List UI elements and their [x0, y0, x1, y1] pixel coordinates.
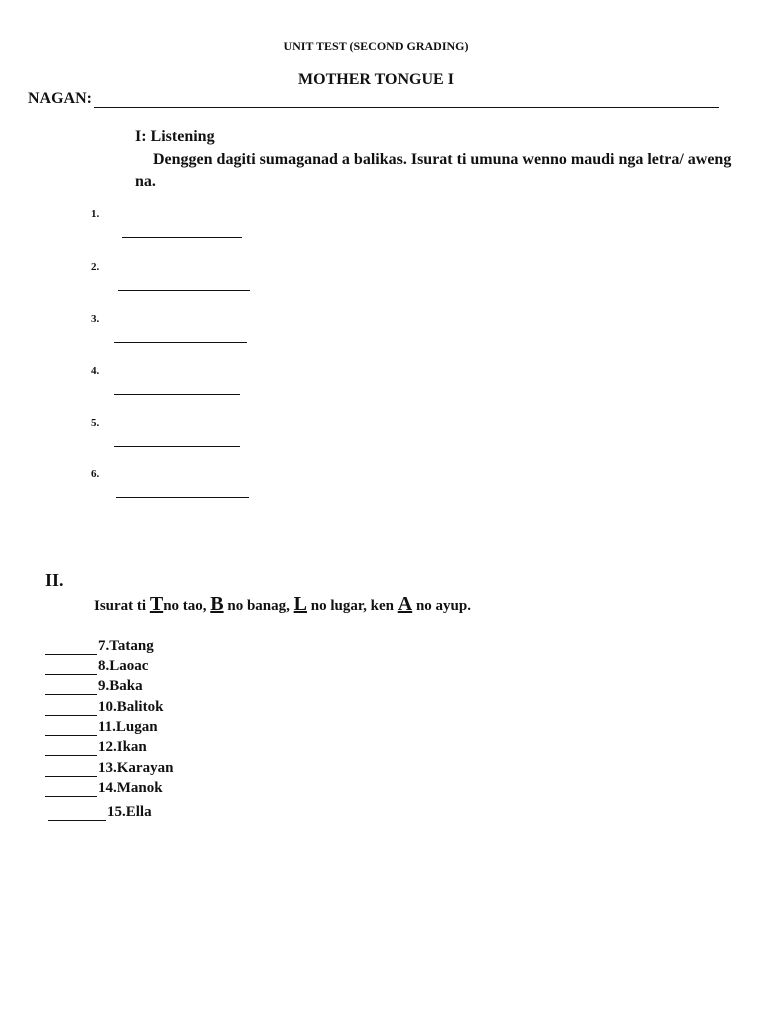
answer-blank [45, 682, 97, 695]
subject-title: MOTHER TONGUE I [298, 71, 454, 88]
item-number: 1. [91, 208, 100, 220]
section1-title: I: Listening [135, 128, 215, 145]
list-item [45, 739, 147, 756]
letter-t: T [149, 593, 164, 615]
name-label: NAGAN: [28, 90, 92, 107]
exam-label: UNIT TEST (SECOND GRADING) [283, 39, 469, 53]
item-number: 4. [91, 365, 100, 377]
a-text: no ayup. [412, 598, 471, 614]
list-item [45, 699, 163, 716]
item-label: 11.Lugan [98, 719, 158, 735]
answer-blank [45, 642, 97, 655]
item-label: 15.Ella [107, 804, 152, 820]
list-item [45, 719, 158, 736]
list-item [45, 760, 173, 777]
name-blank [94, 93, 719, 108]
answer-blank [114, 341, 247, 343]
answer-blank [45, 764, 97, 777]
answer-blank [45, 743, 97, 756]
answer-blank [116, 496, 249, 498]
item-label: 13.Karayan [98, 760, 174, 776]
answer-blank [114, 445, 240, 447]
item-label: 7.Tatang [98, 638, 154, 654]
item-number: 3. [91, 313, 100, 325]
item-label: 9.Baka [98, 678, 143, 694]
item-number: 5. [91, 417, 100, 429]
answer-blank [118, 289, 250, 291]
letter-l: L [293, 593, 307, 615]
t-text: no tao, [163, 598, 211, 614]
section2-instructions [94, 593, 471, 616]
letter-a: A [397, 593, 413, 615]
answer-blank [45, 662, 97, 675]
b-text: no banag, [223, 598, 294, 614]
item-label: 8.Laoac [98, 658, 149, 674]
list-item [48, 804, 152, 821]
section1-instructions: Denggen dagiti sumaganad a balikas. Isurat ti umuna wenno maudi nga letra/ aweng na. [135, 151, 732, 190]
list-item [45, 658, 148, 675]
section2-title: II. [45, 570, 64, 590]
list-item [45, 678, 143, 695]
answer-blank [45, 723, 97, 736]
item-label: 14.Manok [98, 780, 163, 796]
letter-b: B [210, 593, 224, 615]
name-row [28, 90, 719, 108]
answer-blank [45, 784, 97, 797]
list-item [45, 780, 163, 797]
l-text: no lugar, ken [307, 598, 398, 614]
answer-blank [114, 393, 240, 395]
item-label: 10.Balitok [98, 699, 164, 715]
item-number: 2. [91, 261, 100, 273]
item-label: 12.Ikan [98, 739, 147, 755]
list-item [45, 638, 154, 655]
instr-prefix: Isurat ti [94, 598, 150, 614]
answer-blank [122, 236, 242, 238]
item-number: 6. [91, 468, 100, 480]
answer-blank [45, 703, 97, 716]
answer-blank [48, 808, 106, 821]
